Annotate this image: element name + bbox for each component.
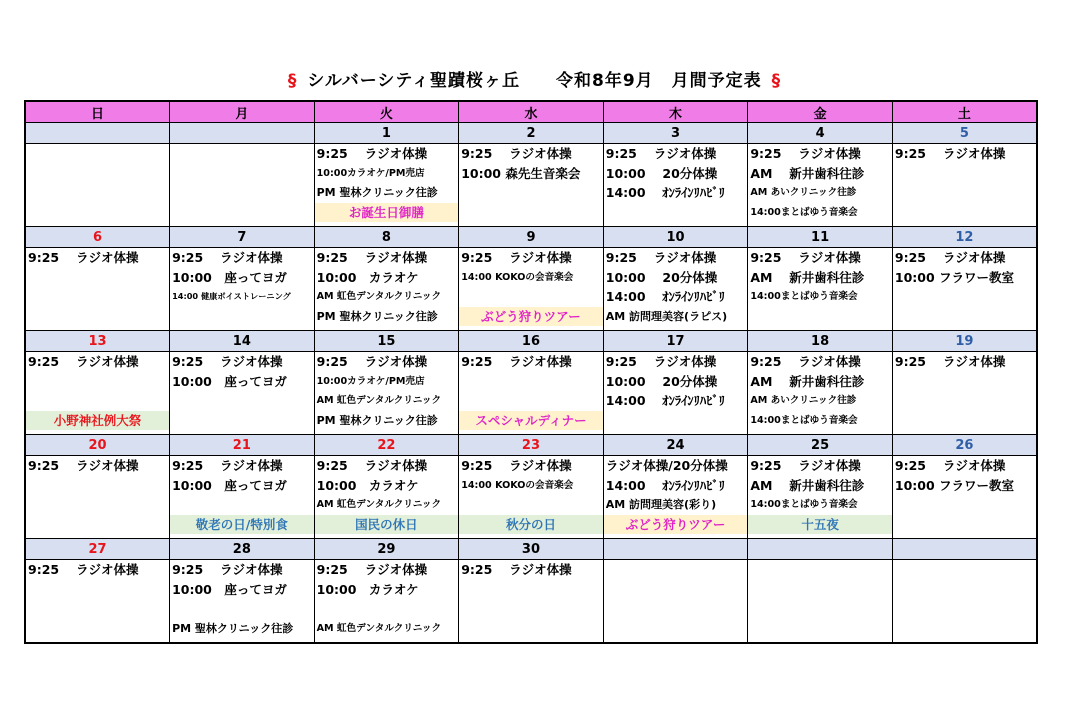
- event-line: 9:25 ラジオ体操: [605, 146, 717, 161]
- date-cell: [25, 123, 170, 144]
- weekday-header-cell: 土: [892, 101, 1037, 123]
- event-line: 9:25 ラジオ体操: [28, 250, 139, 265]
- title-text: シルバーシティ聖蹟桜ヶ丘 令和8年9月 月間予定表: [307, 71, 762, 91]
- page-title: [0, 66, 1069, 91]
- date-cell: 25: [748, 435, 893, 456]
- event-line: [459, 391, 603, 411]
- event-line: 10:00 20分体操: [605, 269, 718, 285]
- date-cell: 20: [25, 435, 170, 456]
- event-line: 10:00 森先生音楽会: [461, 165, 581, 181]
- event-line: 9:25 ラジオ体操: [28, 562, 139, 577]
- date-cell: 12: [892, 227, 1037, 248]
- day-events-cell: [892, 352, 1037, 435]
- event-line: 10:00 座ってヨガ: [172, 477, 287, 493]
- event-line: 14:00 ｵﾝﾗｲﾝﾘﾊﾋﾞﾘ: [605, 477, 725, 493]
- weekday-header-cell: 月: [170, 101, 315, 123]
- date-cell: [170, 123, 315, 144]
- date-cell: 13: [25, 331, 170, 352]
- date-cell: 19: [892, 331, 1037, 352]
- highlight-event: 国民の休日: [315, 515, 459, 535]
- event-line: AM 新井歯科往診: [750, 269, 865, 285]
- event-line: 14:00 ｵﾝﾗｲﾝﾘﾊﾋﾞﾘ: [605, 289, 725, 304]
- date-cell: 16: [459, 331, 604, 352]
- day-events-cell: [170, 456, 315, 539]
- date-cell: [603, 539, 748, 560]
- day-events-cell: [748, 560, 893, 644]
- event-line: AM あいクリニック往診: [750, 187, 857, 198]
- event-line: 10:00 カラオケ: [316, 477, 419, 493]
- date-cell: 29: [314, 539, 459, 560]
- date-cell: 7: [170, 227, 315, 248]
- date-cell: 8: [314, 227, 459, 248]
- event-line: 9:25 ラジオ体操: [316, 146, 428, 161]
- date-row: [25, 227, 1037, 248]
- event-line: 10:00 座ってヨガ: [172, 581, 287, 597]
- monthly-calendar: [24, 100, 1038, 644]
- event-line: AM あいクリニック往診: [750, 395, 857, 406]
- event-line: 14:00 ｵﾝﾗｲﾝﾘﾊﾋﾞﾘ: [605, 185, 725, 200]
- date-cell: 18: [748, 331, 893, 352]
- event-line: 10:00 20分体操: [605, 373, 718, 389]
- date-row: [25, 331, 1037, 352]
- event-line: 14:00まとばゆう音楽会: [750, 414, 858, 426]
- date-cell: 30: [459, 539, 604, 560]
- date-cell: 2: [459, 123, 604, 144]
- event-line: 9:25 ラジオ体操: [172, 458, 283, 473]
- event-line: 9:25 ラジオ体操: [461, 146, 572, 161]
- event-line: 9:25 ラジオ体操: [750, 250, 861, 265]
- event-line: 9:25 ラジオ体操: [894, 250, 1006, 265]
- event-line: 10:00 フラワー教室: [894, 269, 1015, 285]
- day-events-cell: [25, 248, 170, 331]
- highlight-event: ぶどう狩りツアー: [604, 515, 748, 535]
- event-line: 14:00まとばゆう音楽会: [750, 206, 858, 218]
- event-line: 9:25 ラジオ体操: [750, 458, 861, 473]
- date-cell: 3: [603, 123, 748, 144]
- date-cell: 1: [314, 123, 459, 144]
- date-cell: 28: [170, 539, 315, 560]
- event-line: 10:00 20分体操: [605, 165, 718, 181]
- day-events-cell: [459, 144, 604, 227]
- event-line: AM 虹色デンタルクリニック: [316, 395, 442, 406]
- highlight-event: ぶどう狩りツアー: [459, 307, 603, 327]
- highlight-event: スペシャルディナー: [459, 411, 603, 431]
- date-cell: 10: [603, 227, 748, 248]
- event-line: 9:25 ラジオ体操: [461, 562, 572, 577]
- event-line: 9:25 ラジオ体操: [894, 354, 1006, 369]
- day-events-cell: [892, 248, 1037, 331]
- event-line: 9:25 ラジオ体操: [172, 250, 283, 265]
- event-line: AM 新井歯科往診: [750, 373, 865, 389]
- date-cell: 15: [314, 331, 459, 352]
- day-events-cell: [748, 248, 893, 331]
- event-line: PM 聖林クリニック往診: [316, 413, 438, 427]
- date-cell: 21: [170, 435, 315, 456]
- event-line: 14:00 KOKOの会音楽会: [461, 271, 574, 283]
- day-events-cell: [459, 456, 604, 539]
- events-row: [25, 560, 1037, 644]
- section-symbol-right: §: [771, 71, 782, 91]
- event-line: 9:25 ラジオ体操: [316, 562, 428, 577]
- day-events-cell: [314, 560, 459, 644]
- day-events-cell: [25, 144, 170, 227]
- date-cell: 17: [603, 331, 748, 352]
- event-line: 10:00 座ってヨガ: [172, 373, 287, 389]
- weekday-header-cell: 金: [748, 101, 893, 123]
- event-line: AM 新井歯科往診: [750, 165, 865, 181]
- day-events-cell: [892, 144, 1037, 227]
- event-line: [26, 372, 169, 392]
- day-events-cell: [170, 352, 315, 435]
- event-line: 9:25 ラジオ体操: [172, 562, 283, 577]
- event-line: 10:00カラオケ/PM売店: [316, 167, 425, 179]
- date-row: [25, 435, 1037, 456]
- event-line: [170, 599, 314, 619]
- day-events-cell: [314, 352, 459, 435]
- event-line: AM 虹色デンタルクリニック: [316, 622, 442, 634]
- day-events-cell: [25, 352, 170, 435]
- date-row: [25, 539, 1037, 560]
- date-cell: 23: [459, 435, 604, 456]
- event-line: AM 新井歯科往診: [750, 477, 865, 493]
- event-line: 9:25 ラジオ体操: [750, 146, 861, 161]
- event-line: ラジオ体操/20分体操: [605, 458, 728, 473]
- event-line: PM 聖林クリニック往診: [316, 186, 438, 199]
- day-events-cell: [603, 352, 748, 435]
- event-line: 9:25 ラジオ体操: [894, 146, 1006, 161]
- event-line: PM 聖林クリニック往診: [172, 621, 294, 635]
- day-events-cell: [314, 456, 459, 539]
- event-line: 9:25 ラジオ体操: [28, 458, 139, 473]
- weekday-header-row: [25, 101, 1037, 123]
- event-line: 14:00まとばゆう音楽会: [750, 499, 858, 510]
- day-events-cell: [748, 456, 893, 539]
- event-line: [459, 495, 603, 515]
- highlight-event: 小野神社例大祭: [26, 411, 169, 431]
- event-line: [26, 391, 169, 411]
- day-events-cell: [314, 248, 459, 331]
- event-line: AM 訪問理美容(ラピス): [605, 309, 728, 323]
- weekday-header-cell: 日: [25, 101, 170, 123]
- day-events-cell: [748, 144, 893, 227]
- date-cell: 14: [170, 331, 315, 352]
- event-line: 14:00 KOKOの会音楽会: [461, 479, 574, 491]
- section-symbol-left: §: [287, 71, 298, 91]
- day-events-cell: [892, 560, 1037, 644]
- highlight-event: 敬老の日/特別食: [170, 515, 314, 535]
- event-line: 10:00カラオケ/PM売店: [316, 375, 425, 387]
- events-row: [25, 248, 1037, 331]
- events-row: [25, 144, 1037, 227]
- day-events-cell: [459, 352, 604, 435]
- date-cell: 22: [314, 435, 459, 456]
- event-line: 14:00 健康ボイストレーニング: [172, 291, 291, 301]
- date-cell: 9: [459, 227, 604, 248]
- event-line: 9:25 ラジオ体操: [316, 354, 428, 369]
- highlight-event: 秋分の日: [459, 515, 603, 535]
- day-events-cell: [25, 456, 170, 539]
- day-events-cell: [314, 144, 459, 227]
- date-cell: 5: [892, 123, 1037, 144]
- event-line: 10:00 フラワー教室: [894, 477, 1015, 493]
- event-line: 9:25 ラジオ体操: [461, 354, 572, 369]
- date-cell: [748, 539, 893, 560]
- day-events-cell: [603, 560, 748, 644]
- event-line: 9:25 ラジオ体操: [894, 458, 1006, 473]
- event-line: 9:25 ラジオ体操: [316, 458, 428, 473]
- date-cell: 24: [603, 435, 748, 456]
- day-events-cell: [170, 144, 315, 227]
- day-events-cell: [892, 456, 1037, 539]
- weekday-header-cell: 水: [459, 101, 604, 123]
- event-line: 9:25 ラジオ体操: [28, 354, 139, 369]
- event-line: 10:00 座ってヨガ: [172, 269, 287, 285]
- day-events-cell: [603, 456, 748, 539]
- event-line: AM 虹色デンタルクリニック: [316, 499, 442, 510]
- date-cell: 6: [25, 227, 170, 248]
- events-row: [25, 456, 1037, 539]
- date-cell: [892, 539, 1037, 560]
- highlight-event: 十五夜: [748, 515, 892, 535]
- event-line: 9:25 ラジオ体操: [461, 458, 572, 473]
- day-events-cell: [748, 352, 893, 435]
- date-cell: 27: [25, 539, 170, 560]
- event-line: 9:25 ラジオ体操: [316, 250, 428, 265]
- event-line: 14:00まとばゆう音楽会: [750, 291, 858, 302]
- event-line: 14:00 ｵﾝﾗｲﾝﾘﾊﾋﾞﾘ: [605, 393, 725, 408]
- events-row: [25, 352, 1037, 435]
- date-cell: 11: [748, 227, 893, 248]
- event-line: PM 聖林クリニック往診: [316, 309, 438, 323]
- day-events-cell: [25, 560, 170, 644]
- date-cell: 26: [892, 435, 1037, 456]
- event-line: 10:00 カラオケ: [316, 269, 419, 285]
- event-line: [315, 599, 459, 619]
- date-cell: 4: [748, 123, 893, 144]
- event-line: 9:25 ラジオ体操: [461, 250, 572, 265]
- day-events-cell: [603, 144, 748, 227]
- day-events-cell: [459, 248, 604, 331]
- weekday-header-cell: 木: [603, 101, 748, 123]
- event-line: [170, 495, 314, 515]
- event-line: [459, 372, 603, 392]
- event-line: AM 訪問理美容(彩り): [605, 498, 717, 511]
- day-events-cell: [170, 560, 315, 644]
- event-line: 9:25 ラジオ体操: [172, 354, 283, 369]
- day-events-cell: [603, 248, 748, 331]
- highlight-event: お誕生日御膳: [315, 203, 459, 223]
- day-events-cell: [459, 560, 604, 644]
- event-line: AM 虹色デンタルクリニック: [316, 291, 442, 302]
- date-row: [25, 123, 1037, 144]
- day-events-cell: [170, 248, 315, 331]
- event-line: 9:25 ラジオ体操: [605, 250, 717, 265]
- event-line: 9:25 ラジオ体操: [750, 354, 861, 369]
- event-line: 9:25 ラジオ体操: [605, 354, 717, 369]
- event-line: 10:00 カラオケ: [316, 581, 419, 597]
- event-line: [459, 287, 603, 307]
- weekday-header-cell: 火: [314, 101, 459, 123]
